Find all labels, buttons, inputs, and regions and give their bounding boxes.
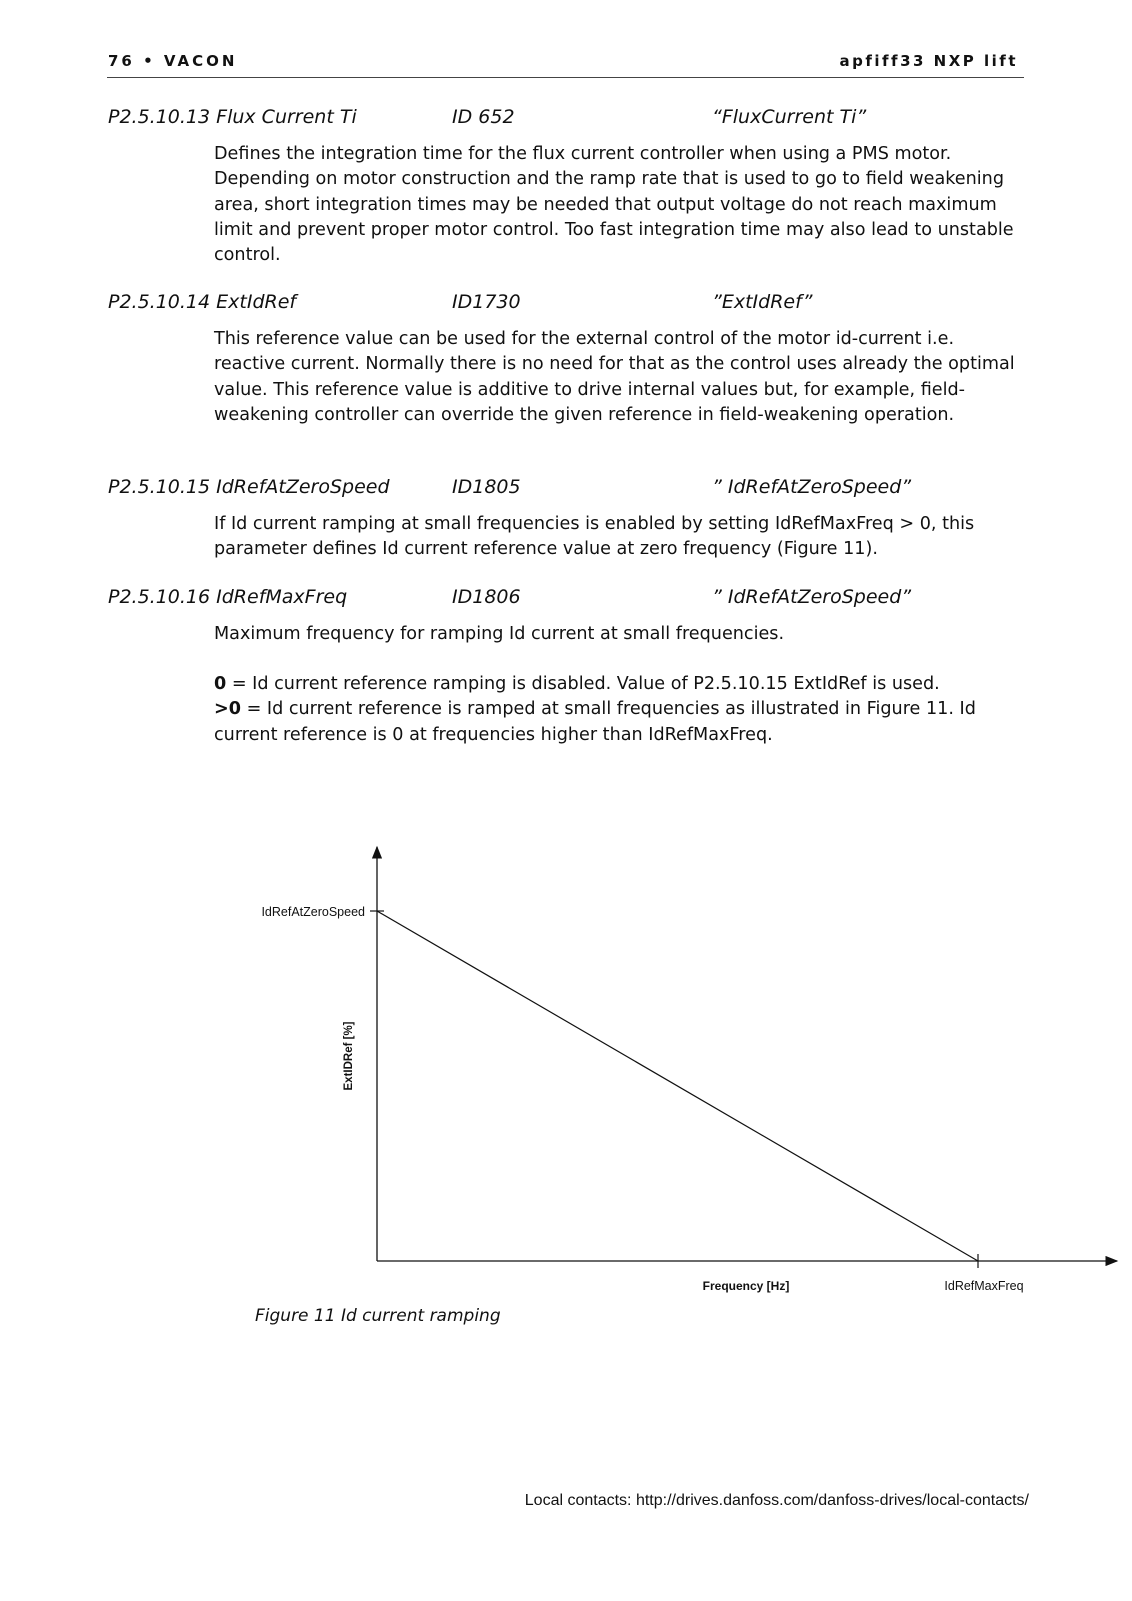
y-axis-label: ExtIDRef [%] <box>343 1021 355 1091</box>
param-text: Maximum frequency for ramping Id current at small frequencies. <box>214 624 785 644</box>
param-text: If Id current ramping at small frequencies is enabled by setting IdRefMaxFreq > 0, this parameter defines Id current reference value at zero frequency (Figure 11). <box>214 514 975 560</box>
param-quoted-name: ”ExtIdRef” <box>712 291 813 313</box>
header-document-id: apfiff33 NXP lift <box>839 52 1018 70</box>
option-zero-key: 0 <box>214 674 227 694</box>
param-description <box>214 142 1029 268</box>
option-zero-text: = Id current reference ramping is disabled. Value of P2.5.10.15 ExtIdRef is used. <box>226 674 940 694</box>
param-description <box>214 622 1029 647</box>
param-description <box>214 327 1029 428</box>
series-line <box>377 911 978 1261</box>
param-quoted-name: ” IdRefAtZeroSpeed” <box>712 586 912 608</box>
option-positive <box>214 697 1029 748</box>
param-id: ID1730 <box>452 291 521 313</box>
param-text: This reference value can be used for the external control of the motor id-current i.e. reactive current. Normally there is no need for that as the control uses already the optimal value. This reference value is additive to drive internal values but, for example, field-weakening controller can override the given reference in field-weakening operation. <box>214 329 1015 425</box>
footer-local-contacts: Local contacts: http://drives.danfoss.com/danfoss-drives/local-contacts/ <box>524 1492 1029 1509</box>
param-quoted-name: ” IdRefAtZeroSpeed” <box>712 476 912 498</box>
option-zero <box>214 672 1029 697</box>
x-axis-label: Frequency [Hz] <box>702 1279 790 1293</box>
param-description <box>214 512 1029 563</box>
param-code: P2.5.10.14 ExtIdRef <box>108 291 297 313</box>
header-title: 76 • VACON <box>108 52 238 70</box>
param-id: ID1805 <box>452 476 521 498</box>
figure-caption: Figure 11 Id current ramping <box>255 1306 501 1326</box>
option-positive-text: = Id current reference is ramped at small frequencies as illustrated in Figure 11. Id current reference is 0 at frequencies higher than IdRefMaxFreq. <box>214 699 976 745</box>
param-code: P2.5.10.15 IdRefAtZeroSpeed <box>108 476 390 498</box>
param-text: Defines the integration time for the flux current controller when using a PMS motor. Depending on motor construction and the ramp rate that is used to go to field weakening area, short integration times may be needed that output voltage do not reach maximum limit and prevent proper motor control. Too fast integration time may also lead to unstable control. <box>214 144 1014 266</box>
param-code: P2.5.10.16 IdRefMaxFreq <box>108 586 348 608</box>
param-options <box>214 672 1029 748</box>
param-id: ID 652 <box>452 106 515 128</box>
x-tick-label: IdRefMaxFreq <box>944 1279 1024 1293</box>
header-divider <box>107 77 1024 78</box>
y-tick-label: IdRefAtZeroSpeed <box>261 905 365 919</box>
param-id: ID1806 <box>452 586 521 608</box>
param-code: P2.5.10.13 Flux Current Ti <box>108 106 357 128</box>
option-positive-key: >0 <box>214 699 241 720</box>
param-quoted-name: “FluxCurrent Ti” <box>712 106 867 128</box>
